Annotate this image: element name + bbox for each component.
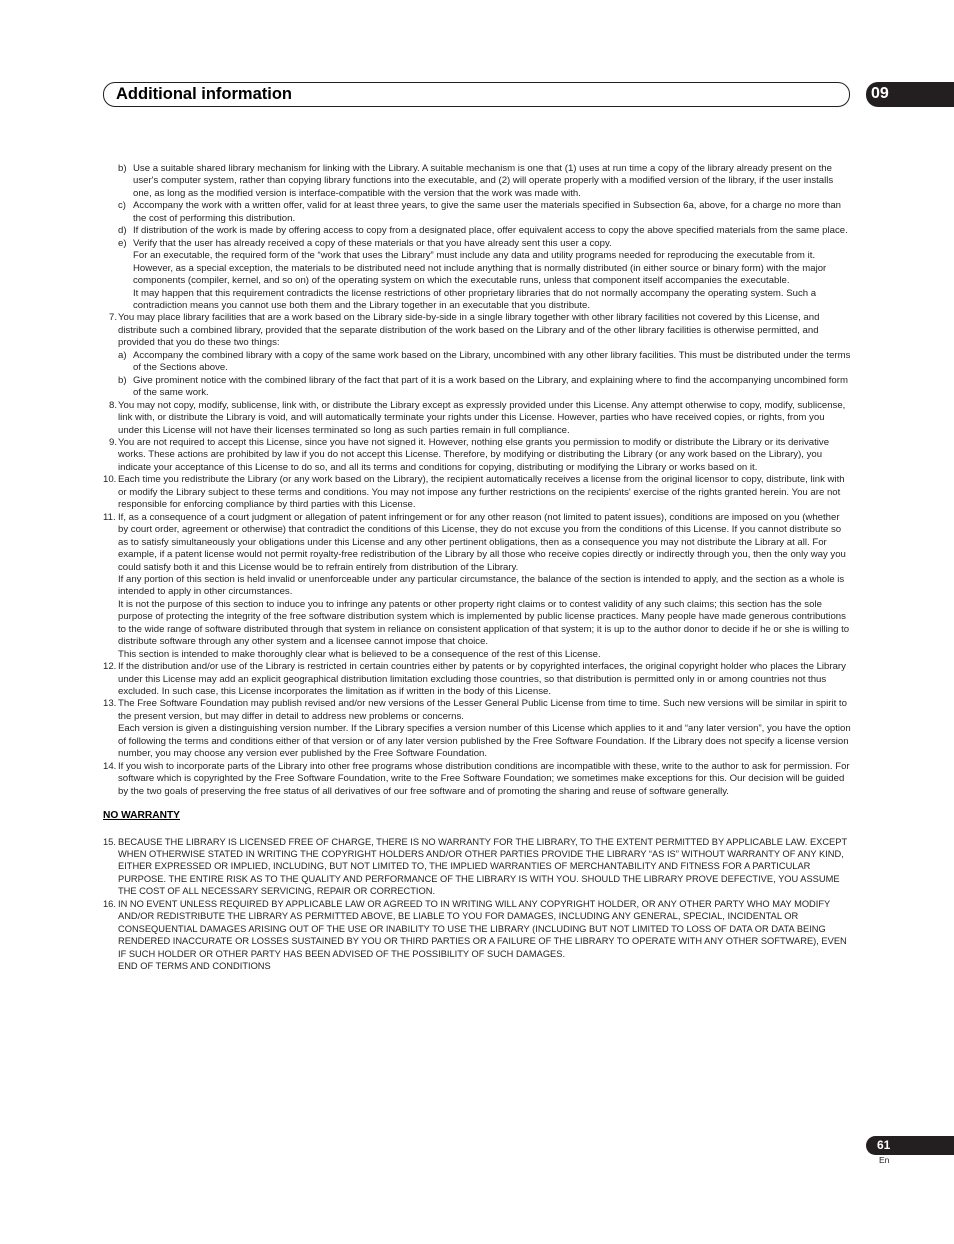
item-text: If distribution of the work is made by offering access to copy from a designated place, offer equivalent access to copy the above specified materials from the same place. [133, 225, 848, 237]
item-label: 12. [103, 661, 117, 673]
license-text [103, 163, 851, 973]
list-item [103, 400, 851, 437]
list-item [103, 238, 851, 250]
item-label: d) [118, 225, 127, 237]
item-text: Accompany the combined library with a copy of the same work based on the Library, uncombined with any other library facilities. This must be distributed under the terms of the Sections above. [133, 349, 851, 374]
item-text: IN NO EVENT UNLESS REQUIRED BY APPLICABLE LAW OR AGREED TO IN WRITING WILL ANY COPYRIGHT HOLDER, OR ANY OTHER PARTY WHO MAY MODIFY AND/OR REDISTRIBUTE THE LIBRARY AS PERMITTED ABOVE, BE LIABLE TO YOU FOR DAMAGES, INCLUDING ANY GENERAL, SPECIAL, INCIDENTAL OR CONSEQUENTIAL DAMAGES ARISING OUT OF THE USE OR INABILITY TO USE THE LIBRARY (INCLUDING BUT NOT LIMITED TO LOSS OF DATA OR DATA BEING RENDERED INACCURATE OR LOSSES SUSTAINED BY YOU OR THIRD PARTIES OR A FAILURE OF THE LIBRARY TO OPERATE WITH ANY OTHER SOFTWARE), EVEN IF SUCH HOLDER OR OTHER PARTY HAS BEEN ADVISED OF THE POSSIBILITY OF SUCH DAMAGES. [118, 898, 847, 959]
item-label: 9. [108, 436, 117, 448]
item-label: 15. [103, 836, 116, 847]
item-text: The Free Software Foundation may publish revised and/or new versions of the Lesser General Public License from time to time. Such new versions will be similar in spirit to the present version, but may differ in detail to address new problems or concerns. [118, 698, 847, 722]
page-number: 61 [877, 1138, 891, 1152]
list-item [103, 437, 851, 474]
item-label: c) [118, 200, 126, 212]
language-label: En [879, 1155, 890, 1165]
end-note: END OF TERMS AND CONDITIONS [118, 961, 271, 972]
item-label: 8. [108, 399, 117, 411]
paragraph: For an executable, the required form of the “work that uses the Library” must include any data and utility programs needed for reproducing the executable from it. However, as a special exception, the materials to be distributed need not include anything that is normally distributed (in either source or binary form) with the major components (compiler, kernel, and so on) of the operating system on which the executable runs, unless that component itself accompanies the executable. [133, 250, 827, 287]
list-item [103, 163, 851, 200]
item-text: If you wish to incorporate parts of the Library into other free programs whose distribution conditions are incompatible with these, write to the author to ask for permission. For software which is copyrighted by the Free Software Foundation, write to the Free Software Foundation; we sometimes make exceptions for this. Our decision will be guided by the two goals of preserving the free status of all derivatives of our free software and of promoting the sharing and reuse of software generally. [118, 760, 850, 797]
item-label: 14. [103, 760, 117, 772]
item-label: e) [118, 237, 127, 249]
item-label: 7. [108, 312, 117, 324]
list-item [103, 898, 851, 960]
list-item [103, 512, 851, 574]
list-item [103, 761, 851, 798]
page-title: Additional information [116, 85, 292, 103]
item-text: If, as a consequence of a court judgment or allegation of patent infringement or for any other reason (not limited to patent issues), conditions are imposed on you (whether by court order, agreement or otherwise) that contradict the conditions of this License, they do not excuse you from the conditions of this License. If you cannot distribute so as to satisfy simultaneously your obligations under this License and any other pertinent obligations, then as a consequence you may not distribute the Library at all. For example, if a patent license would not permit royalty-free redistribution of the Library by all those who receive copies directly or indirectly through you, then the only way you could satisfy both it and this License would be to refrain entirely from distribution of the Library. [118, 511, 846, 573]
list-item [103, 474, 851, 511]
paragraph: It may happen that this requirement contradicts the license restrictions of other proprietary libraries that do not normally accompany the operating system. Such a contradiction means you cannot use both them and the Library together in an executable that you distribute. [133, 287, 817, 311]
paragraph: It is not the purpose of this section to induce you to infringe any patents or other property right claims or to contest validity of any such claims; this section has the sole purpose of protecting the integrity of the free software distribution system which is implemented by public license practices. Many people have made generous contributions to the wide range of software distributed through that system in reliance on consistent application of that system; it is up to the author donor to decide if he or she is willing to distribute software through any other system and a licensee cannot impose that choice. [118, 598, 850, 648]
item-label: 10. [103, 474, 117, 486]
list-item [103, 661, 851, 698]
list-item [103, 698, 851, 723]
list-item [103, 836, 851, 898]
item-text: You may place library facilities that are a work based on the Library side-by-side in a single library together with other library facilities not covered by this License, and distribute such a combined library, provided that the separate distribution of the work based on the Library and of the other library facilities is otherwise permitted, and provided that you do these two things: [118, 312, 820, 349]
paragraph: This section is intended to make thoroughly clear what is believed to be a consequence of the rest of this License. [118, 648, 601, 660]
item-label: a) [118, 349, 127, 361]
item-text: You are not required to accept this License, since you have not signed it. However, nothing else grants you permission to modify or distribute the Library or its derivative works. These actions are prohibited by law if you do not accept this License. Therefore, by modifying or distributing the Library (or any work based on the Library), you indicate your acceptance of this License to do so, and all its terms and conditions for copying, distributing or modifying the Library or works based on it. [118, 436, 830, 473]
list-item [103, 225, 851, 237]
item-label: 13. [103, 698, 117, 710]
paragraph: If any portion of this section is held invalid or unenforceable under any particular circumstance, the balance of the section is intended to apply, and the section as a whole is intended to apply in other circumstances. [118, 573, 845, 598]
item-text: BECAUSE THE LIBRARY IS LICENSED FREE OF CHARGE, THERE IS NO WARRANTY FOR THE LIBRARY, TO THE EXTENT PERMITTED BY APPLICABLE LAW. EXCEPT WHEN OTHERWISE STATED IN WRITING THE COPYRIGHT HOLDERS AND/OR OTHER PARTIES PROVIDE THE LIBRARY “AS IS” WITHOUT WARRANTY OF ANY KIND, EITHER EXPRESSED OR IMPLIED, INCLUDING, BUT NOT LIMITED TO, THE IMPLIED WARRANTIES OF MERCHANTABILITY AND FITNESS FOR A PARTICULAR PURPOSE. THE ENTIRE RISK AS TO THE QUALITY AND PERFORMANCE OF THE LIBRARY IS WITH YOU. SHOULD THE LIBRARY PROVE DEFECTIVE, YOU ASSUME THE COST OF ALL NECESSARY SERVICING, REPAIR OR CORRECTION. [118, 836, 847, 897]
item-text: Give prominent notice with the combined library of the fact that part of it is a work based on the Library, and explaining where to find the accompanying uncombined form of the same work. [133, 374, 848, 399]
item-label: 16. [103, 898, 116, 909]
item-text: If the distribution and/or use of the Library is restricted in certain countries either by patents or by copyrighted interfaces, the original copyright holder who places the Library under this License may add an explicit geographical distribution limitation excluding those countries, so that distribution is permitted only in or among countries not thus excluded. In such case, this License incorporates the limitation as if written in the body of this License. [118, 661, 846, 698]
item-label: 11. [103, 511, 116, 523]
item-text: You may not copy, modify, sublicense, link with, or distribute the Library except as expressly provided under this License. Any attempt otherwise to copy, modify, sublicense, link with, or distribute the Library is void, and will automatically terminate your rights under this License. However, parties who have received copies, or rights, from you under this License will not have their licenses terminated so long as such parties remain in full compliance. [118, 399, 846, 436]
item-text: Each time you redistribute the Library (or any work based on the Library), the recipient automatically receives a license from the original licensor to copy, distribute, link with or modify the Library subject to these terms and conditions. You may not impose any further restrictions on the recipients' exercise of the rights granted herein. You are not responsible for enforcing compliance by third parties with this License. [118, 474, 845, 511]
item-text: Verify that the user has already received a copy of these materials or that you have already sent this user a copy. [133, 237, 612, 249]
item-text: Use a suitable shared library mechanism for linking with the Library. A suitable mechanism is one that (1) uses at run time a copy of the library already present on the user's computer system, rather than copying library functions into the executable, and (2) will operate properly with a modified version of the library, if the user installs one, as long as the modified version is interface-compatible with the version that the work was made with. [133, 163, 834, 199]
list-item [103, 375, 851, 400]
list-item [103, 200, 851, 225]
list-item [103, 312, 851, 349]
list-item [103, 350, 851, 375]
item-label: b) [118, 163, 127, 174]
chapter-number: 09 [871, 85, 889, 102]
section-heading: NO WARRANTY [103, 810, 180, 822]
item-label: b) [118, 374, 127, 386]
paragraph: Each version is given a distinguishing version number. If the Library specifies a version number of this License which applies to it and “any later version”, you have the option of following the terms and conditions either of that version or of any later version published by the Free Software Foundation. If the Library does not specify a license version number, you may choose any version ever published by the Free Software Foundation. [118, 723, 851, 760]
item-text: Accompany the work with a written offer, valid for at least three years, to give the same user the materials specified in Subsection 6a, above, for a charge no more than the cost of performing this distribution. [133, 200, 841, 224]
